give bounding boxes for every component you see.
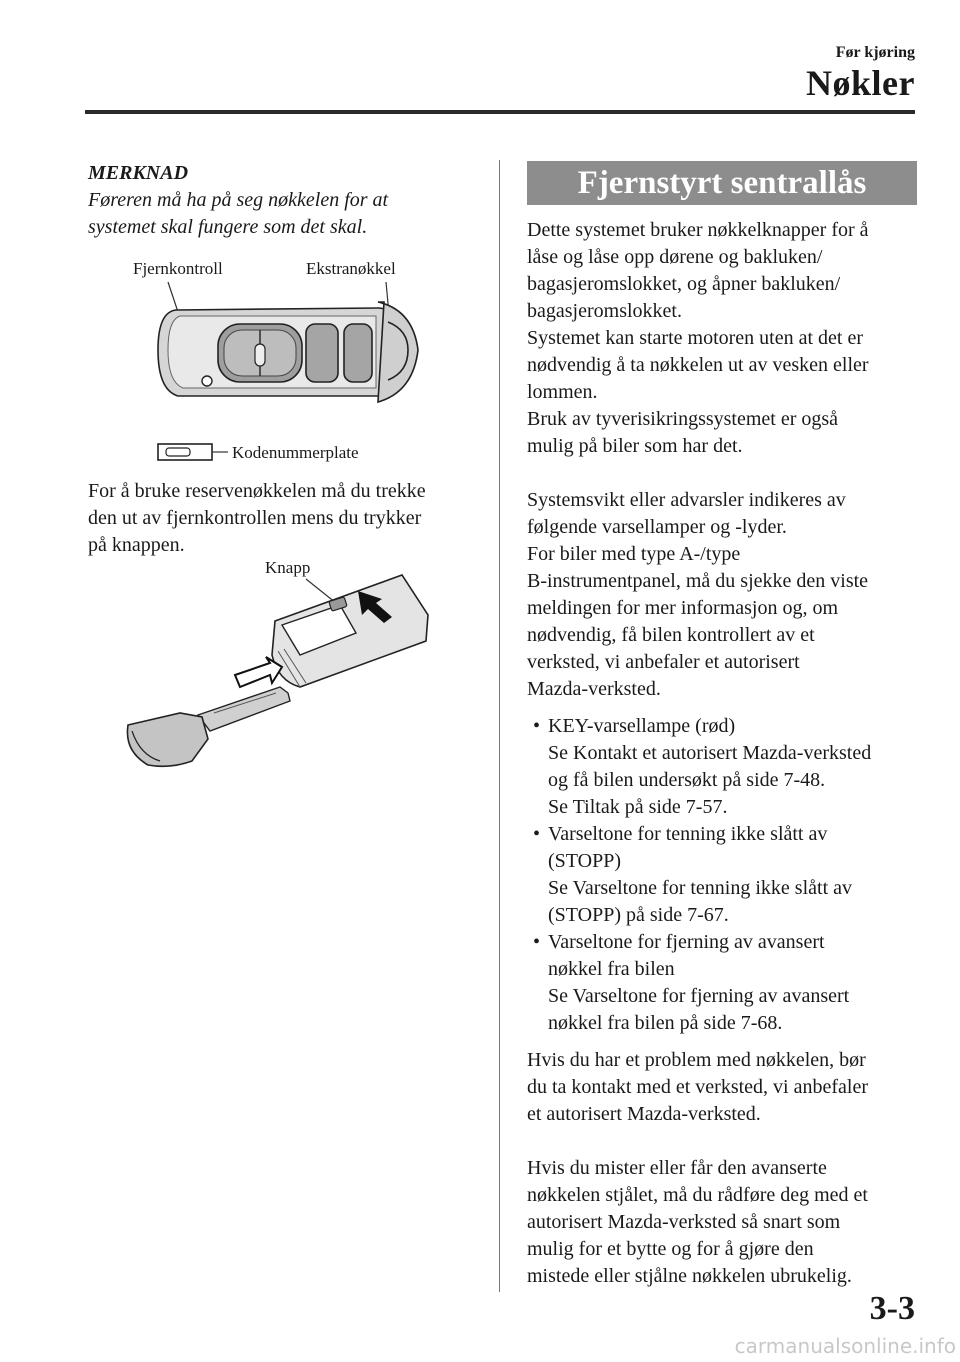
text-line: bagasjeromslokket, og åpner bakluken/ bbox=[527, 273, 841, 295]
text-line: Se Varseltone for tenning ikke slått av bbox=[548, 877, 853, 899]
text-line: nødvendig, få bilen kontrollert av et bbox=[527, 624, 815, 646]
text-line: KEY-varsellampe (rød) bbox=[548, 715, 736, 737]
list-item bbox=[527, 929, 917, 1037]
note-line: Føreren må ha på seg nøkkelen for at bbox=[88, 189, 389, 211]
text-line: Systemsvikt eller advarsler indikeres av bbox=[527, 489, 846, 511]
text-line: Hvis du har et problem med nøkkelen, bør bbox=[527, 1049, 866, 1071]
list-item bbox=[527, 821, 917, 929]
text-line: bagasjeromslokket. bbox=[527, 300, 682, 322]
text-line: Se Tiltak på side 7-57. bbox=[548, 796, 728, 818]
text-line: Systemet kan starte motoren uten at det er bbox=[527, 327, 864, 349]
paragraph-lost-key bbox=[527, 1155, 917, 1290]
bullet-icon: • bbox=[533, 931, 541, 953]
paragraph-warnings bbox=[527, 487, 917, 703]
text-line: låse og låse opp dørene og bakluken/ bbox=[527, 246, 823, 268]
spare-key-instruction bbox=[88, 478, 478, 559]
column-divider bbox=[499, 160, 500, 1292]
text-line: nøkkelen stjålet, må du rådføre deg med et bbox=[527, 1184, 868, 1206]
text-line: den ut av fjernkontrollen mens du trykker bbox=[88, 507, 422, 529]
label-spare-key: Ekstranøkkel bbox=[306, 259, 396, 278]
section-title: Fjernstyrt sentrallås bbox=[527, 161, 917, 205]
bullet-icon: • bbox=[533, 715, 541, 737]
watermark: carmanualsonline.info bbox=[734, 1334, 956, 1358]
text-line: Mazda-verksted. bbox=[527, 678, 661, 700]
text-line: B-instrumentpanel, må du sjekke den viste bbox=[527, 570, 869, 592]
text-line: Dette systemet bruker nøkkelknapper for å bbox=[527, 219, 869, 241]
text-line: lommen. bbox=[527, 381, 598, 403]
text-line: mulig på biler som har det. bbox=[527, 435, 743, 457]
header-section-label: Før kjøring bbox=[835, 44, 915, 61]
text-line: (STOPP) bbox=[548, 850, 621, 872]
text-line: For å bruke reservenøkkelen må du trekke bbox=[88, 480, 426, 502]
text-line: du ta kontakt med et verksted, vi anbefaler bbox=[527, 1076, 868, 1098]
text-line: et autorisert Mazda-verksted. bbox=[527, 1103, 761, 1125]
label-button: Knapp bbox=[265, 558, 311, 577]
text-line: Se Kontakt et autorisert Mazda-verksted bbox=[548, 742, 872, 764]
text-line: på knappen. bbox=[88, 534, 185, 556]
spare-key-removal-illustration bbox=[110, 555, 440, 775]
bullet-icon: • bbox=[533, 823, 541, 845]
text-line: meldingen for mer informasjon og, om bbox=[527, 597, 839, 619]
text-line: For biler med type A-/type bbox=[527, 543, 741, 565]
text-line: nødvendig å ta nøkkelen ut av vesken eller bbox=[527, 354, 869, 376]
note-title: MERKNAD bbox=[88, 162, 189, 184]
text-line: følgende varsellamper og -lyder. bbox=[527, 516, 787, 538]
key-fob-figure bbox=[88, 250, 478, 475]
label-remote: Fjernkontroll bbox=[133, 259, 223, 278]
note-line: systemet skal fungere som det skal. bbox=[88, 216, 368, 238]
remote-central-locking-section bbox=[527, 161, 917, 1290]
list-item bbox=[527, 713, 917, 821]
text-line: Varseltone for fjerning av avansert bbox=[548, 931, 825, 953]
text-line: Varseltone for tenning ikke slått av bbox=[548, 823, 828, 845]
text-line: Hvis du mister eller får den avanserte bbox=[527, 1157, 827, 1179]
text-line: og få bilen undersøkt på side 7-48. bbox=[548, 769, 826, 791]
page-title: Nøkler bbox=[806, 63, 915, 103]
text-line: Se Varseltone for fjerning av avansert bbox=[548, 985, 850, 1007]
label-code-plate: Kodenummerplate bbox=[232, 443, 359, 462]
warning-list bbox=[527, 713, 917, 1037]
header-rule bbox=[85, 110, 915, 114]
text-line: (STOPP) på side 7-67. bbox=[548, 904, 729, 926]
text-line: mistede eller stjålne nøkkelen ubrukelig. bbox=[527, 1265, 852, 1287]
text-line: mulig for et bytte og for å gjøre den bbox=[527, 1238, 814, 1260]
page-number: 3-3 bbox=[869, 1290, 915, 1327]
spare-key-removal-figure bbox=[110, 555, 440, 775]
paragraph-system-description bbox=[527, 217, 917, 460]
text-line: autorisert Mazda-verksted så snart som bbox=[527, 1211, 841, 1233]
text-line: nøkkel fra bilen på side 7-68. bbox=[548, 1012, 783, 1034]
text-line: nøkkel fra bilen bbox=[548, 958, 675, 980]
key-fob-illustration bbox=[88, 250, 478, 475]
text-line: verksted, vi anbefaler et autorisert bbox=[527, 651, 800, 673]
note-block bbox=[88, 160, 478, 241]
paragraph-problem-contact bbox=[527, 1047, 917, 1128]
text-line: Bruk av tyverisikringssystemet er også bbox=[527, 408, 839, 430]
